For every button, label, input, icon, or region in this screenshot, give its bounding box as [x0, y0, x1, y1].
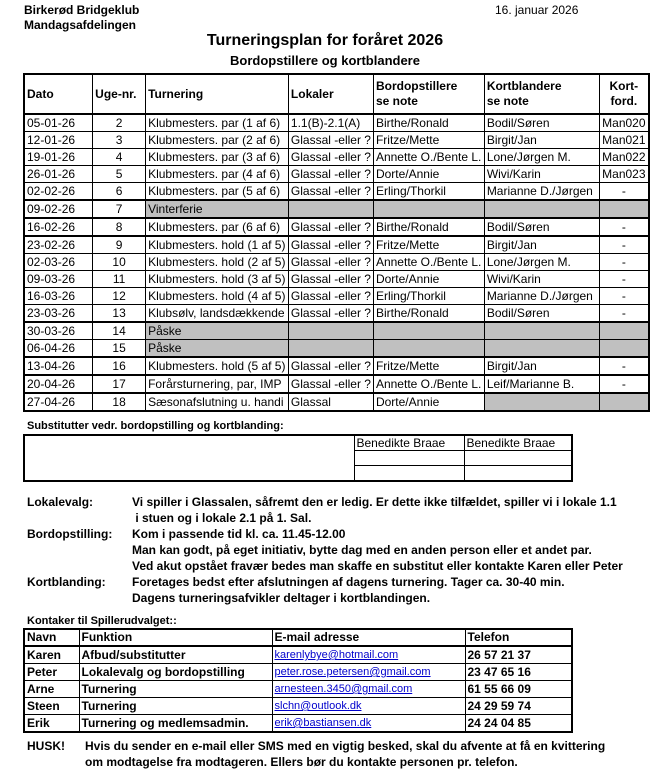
contact-phone: 24 29 59 74	[465, 698, 572, 715]
contact-name: Steen	[24, 698, 79, 715]
cell-turnering: Klubmesters. hold (3 af 5)	[146, 271, 289, 288]
cell-lokaler: 1.1(B)-2.1(A)	[288, 114, 373, 132]
cell-bordopstillere	[373, 322, 484, 340]
cell-bordopstillere: Dorte/Annie	[373, 271, 484, 288]
contact-row	[24, 681, 572, 698]
cell-kortford	[599, 200, 649, 218]
cell-turnering: Påske	[146, 340, 289, 358]
col-header-kortford: Kort- ford.	[599, 74, 649, 114]
contact-function: Afbud/substitutter	[79, 646, 272, 664]
email-link[interactable]: slchn@outlook.dk	[274, 700, 362, 712]
cell-lokaler: Glassal -eller ?	[288, 218, 373, 236]
schedule-row	[24, 393, 649, 411]
note-line: Man kan godt, på eget initiativ, bytte dag med en anden person eller et andet par.	[132, 543, 592, 557]
cell-bordopstillere	[373, 340, 484, 358]
cell-dato: 19-01-26	[24, 149, 93, 166]
contact-phone: 26 57 21 37	[465, 646, 572, 664]
cell-lokaler: Glassal -eller ?	[288, 254, 373, 271]
note-line: Vi spiller i Glassalen, såfremt den er ledig. Er dette ikke tilfældet, spiller vi i lokale 1.1	[132, 495, 617, 509]
contact-function: Turnering	[79, 698, 272, 715]
cell-dato: 09-02-26	[24, 200, 93, 218]
contact-name: Erik	[24, 715, 79, 733]
cell-kortford: Man023	[599, 166, 649, 183]
cell-kortford	[599, 393, 649, 411]
cell-kortford: Man020	[599, 114, 649, 132]
cell-kortford: -	[599, 305, 649, 323]
cell-kortblandere: Wivi/Karin	[484, 271, 599, 288]
col-header-funktion: Funktion	[79, 629, 272, 646]
contact-function: Turnering og medlemsadmin.	[79, 715, 272, 733]
cell-dato: 26-01-26	[24, 166, 93, 183]
cell-uge: 17	[93, 375, 146, 393]
cell-lokaler	[288, 200, 373, 218]
col-header-dato: Dato	[24, 74, 93, 114]
schedule-row	[24, 149, 649, 166]
department-name: Mandagsafdelingen	[24, 18, 137, 32]
note-1	[27, 494, 632, 526]
substitutes-heading: Substitutter vedr. bordopstilling og kortblanding:	[27, 420, 284, 432]
cell-kortblandere: Lone/Jørgen M.	[484, 149, 599, 166]
cell-kortblandere: Birgit/Jan	[484, 132, 599, 149]
cell-bordopstillere: Fritze/Mette	[373, 357, 484, 375]
contacts-heading: Kontaker til Spillerudvalget::	[27, 615, 177, 627]
cell-kortford: -	[599, 236, 649, 254]
contact-email	[272, 715, 465, 733]
cell-bordopstillere: Annette O./Bente L.	[373, 254, 484, 271]
cell-kortford: -	[599, 288, 649, 305]
cell-uge: 2	[93, 114, 146, 132]
col-header-uge: Uge-nr.	[93, 74, 146, 114]
cell-bordopstillere	[373, 200, 484, 218]
cell-turnering: Klubmesters. hold (1 af 5)	[146, 236, 289, 254]
email-link[interactable]: karenlybye@hotmail.com	[274, 649, 399, 661]
note-3	[27, 574, 632, 606]
schedule-row	[24, 288, 649, 305]
cell-bordopstillere: Fritze/Mette	[373, 236, 484, 254]
cell-lokaler: Glassal -eller ?	[288, 236, 373, 254]
cell-uge: 13	[93, 305, 146, 323]
cell-dato: 23-02-26	[24, 236, 93, 254]
cell-uge: 10	[93, 254, 146, 271]
cell-lokaler	[288, 322, 373, 340]
contact-row	[24, 715, 572, 733]
cell-kortford	[599, 322, 649, 340]
substitutes-blank-cell	[24, 435, 354, 481]
cell-turnering: Klubmesters. hold (5 af 5)	[146, 357, 289, 375]
cell-turnering: Klubmesters. hold (4 af 5)	[146, 288, 289, 305]
contact-email	[272, 698, 465, 715]
cell-kortford: -	[599, 357, 649, 375]
cell-kortblandere: Marianne D./Jørgen	[484, 183, 599, 201]
contact-phone: 61 55 66 09	[465, 681, 572, 698]
contact-name: Karen	[24, 646, 79, 664]
substitute-cell	[354, 466, 464, 482]
schedule-header-row	[24, 74, 649, 114]
cell-dato: 02-02-26	[24, 183, 93, 201]
cell-kortford: -	[599, 254, 649, 271]
cell-bordopstillere: Dorte/Annie	[373, 393, 484, 411]
schedule-row	[24, 375, 649, 393]
cell-kortblandere: Lone/Jørgen M.	[484, 254, 599, 271]
cell-lokaler: Glassal -eller ?	[288, 357, 373, 375]
schedule-row	[24, 357, 649, 375]
col-header-bordopstillere: Bordopstillere se note	[373, 74, 484, 114]
schedule-row	[24, 271, 649, 288]
cell-uge: 15	[93, 340, 146, 358]
cell-turnering: Klubmesters. par (1 af 6)	[146, 114, 289, 132]
substitutes-row	[24, 435, 572, 451]
email-link[interactable]: peter.rose.petersen@gmail.com	[274, 666, 431, 678]
cell-lokaler: Glassal -eller ?	[288, 305, 373, 323]
cell-dato: 27-04-26	[24, 393, 93, 411]
cell-uge: 14	[93, 322, 146, 340]
cell-kortblandere: Bodil/Søren	[484, 305, 599, 323]
cell-uge: 9	[93, 236, 146, 254]
cell-bordopstillere: Birthe/Ronald	[373, 218, 484, 236]
note-line: Foretages bedst efter afslutningen af dagens turnering. Tager ca. 30-40 min.	[132, 575, 565, 589]
cell-lokaler: Glassal -eller ?	[288, 271, 373, 288]
cell-lokaler: Glassal -eller ?	[288, 183, 373, 201]
note-text	[132, 574, 632, 606]
cell-kortblandere: Leif/Marianne B.	[484, 375, 599, 393]
cell-lokaler: Glassal -eller ?	[288, 166, 373, 183]
cell-uge: 11	[93, 271, 146, 288]
cell-kortblandere	[484, 340, 599, 358]
cell-uge: 12	[93, 288, 146, 305]
cell-turnering: Sæsonafslutning u. handi	[146, 393, 289, 411]
cell-turnering: Klubmesters. par (5 af 6)	[146, 183, 289, 201]
cell-kortblandere	[484, 393, 599, 411]
cell-uge: 7	[93, 200, 146, 218]
cell-kortblandere: Bodil/Søren	[484, 114, 599, 132]
schedule-row	[24, 132, 649, 149]
schedule-row	[24, 340, 649, 358]
cell-dato: 30-03-26	[24, 322, 93, 340]
cell-bordopstillere: Fritze/Mette	[373, 132, 484, 149]
contact-name: Arne	[24, 681, 79, 698]
cell-kortford: -	[599, 218, 649, 236]
cell-bordopstillere: Annette O./Bente L.	[373, 149, 484, 166]
schedule-row	[24, 305, 649, 323]
page-subtitle: Bordopstillere og kortblandere	[230, 53, 420, 68]
contact-phone: 23 47 65 16	[465, 664, 572, 681]
note-line: Dagens turneringsafvikler deltager i kortblandingen.	[132, 591, 431, 605]
contact-email	[272, 646, 465, 664]
cell-kortford	[599, 340, 649, 358]
cell-lokaler: Glassal -eller ?	[288, 288, 373, 305]
email-link[interactable]: erik@bastiansen.dk	[274, 717, 372, 729]
schedule-row	[24, 166, 649, 183]
substitute-cell: Benedikte Braae	[464, 435, 572, 451]
cell-dato: 23-03-26	[24, 305, 93, 323]
cell-lokaler: Glassal -eller ?	[288, 375, 373, 393]
substitute-cell	[464, 451, 572, 466]
col-header-turnering: Turnering	[146, 74, 289, 114]
substitute-cell: Benedikte Braae	[354, 435, 464, 451]
contact-email	[272, 664, 465, 681]
col-header-telefon: Telefon	[465, 629, 572, 646]
cell-kortblandere: Birgit/Jan	[484, 236, 599, 254]
cell-kortblandere: Wivi/Karin	[484, 166, 599, 183]
cell-kortford: Man021	[599, 132, 649, 149]
contacts-header-row	[24, 629, 572, 646]
cell-turnering: Klubmesters. par (2 af 6)	[146, 132, 289, 149]
cell-kortford: -	[599, 183, 649, 201]
page-title: Turneringsplan for foråret 2026	[206, 32, 444, 49]
note-label: Kortblanding:	[27, 575, 106, 589]
cell-dato: 02-03-26	[24, 254, 93, 271]
col-header-navn: Navn	[24, 629, 79, 646]
schedule-row	[24, 322, 649, 340]
substitutes-table	[23, 434, 573, 482]
cell-kortblandere: Marianne D./Jørgen	[484, 288, 599, 305]
cell-turnering: Forårsturnering, par, IMP	[146, 375, 289, 393]
cell-turnering: Klubmesters. par (3 af 6)	[146, 149, 289, 166]
club-header	[24, 3, 139, 33]
note-line: Kom i passende tid kl. ca. 11.45-12.00	[132, 527, 346, 541]
cell-lokaler: Glassal	[288, 393, 373, 411]
cell-dato: 05-01-26	[24, 114, 93, 132]
note-text	[132, 494, 632, 526]
contact-function: Lokalevalg og bordopstilling	[79, 664, 272, 681]
cell-uge: 8	[93, 218, 146, 236]
cell-dato: 09-03-26	[24, 271, 93, 288]
cell-turnering: Klubmesters. par (6 af 6)	[146, 218, 289, 236]
document-date: 16. januar 2026	[495, 3, 579, 17]
cell-bordopstillere: Dorte/Annie	[373, 166, 484, 183]
cell-uge: 5	[93, 166, 146, 183]
cell-bordopstillere: Birthe/Ronald	[373, 305, 484, 323]
cell-lokaler: Glassal -eller ?	[288, 149, 373, 166]
contacts-table	[23, 628, 573, 733]
cell-kortblandere: Birgit/Jan	[484, 357, 599, 375]
schedule-row	[24, 236, 649, 254]
cell-bordopstillere: Birthe/Ronald	[373, 114, 484, 132]
cell-turnering: Påske	[146, 322, 289, 340]
cell-bordopstillere: Annette O./Bente L.	[373, 375, 484, 393]
cell-uge: 6	[93, 183, 146, 201]
notes-section	[27, 494, 632, 606]
cell-kortblandere: Bodil/Søren	[484, 218, 599, 236]
schedule-row	[24, 114, 649, 132]
cell-bordopstillere: Erling/Thorkil	[373, 288, 484, 305]
contacts-body	[24, 646, 572, 732]
reminder	[27, 738, 645, 770]
cell-kortblandere	[484, 322, 599, 340]
cell-bordopstillere: Erling/Thorkil	[373, 183, 484, 201]
contact-email	[272, 681, 465, 698]
contact-row	[24, 664, 572, 681]
contact-function: Turnering	[79, 681, 272, 698]
col-header-email: E-mail adresse	[272, 629, 465, 646]
note-line: i stuen og i lokale 2.1 på 1. Sal.	[132, 511, 312, 525]
cell-dato: 13-04-26	[24, 357, 93, 375]
note-label: Bordopstilling:	[27, 527, 113, 541]
cell-uge: 16	[93, 357, 146, 375]
note-2	[27, 526, 632, 574]
cell-turnering: Klubsølv, landsdækkende	[146, 305, 289, 323]
schedule-row	[24, 200, 649, 218]
note-text	[132, 526, 632, 574]
schedule-table	[23, 73, 650, 412]
substitute-cell	[354, 451, 464, 466]
col-header-lokaler: Lokaler	[288, 74, 373, 114]
cell-turnering: Klubmesters. hold (2 af 5)	[146, 254, 289, 271]
schedule-row	[24, 183, 649, 201]
contact-phone: 24 24 04 85	[465, 715, 572, 733]
note-label: Lokalevalg:	[27, 495, 94, 509]
cell-kortford: Man022	[599, 149, 649, 166]
cell-kortblandere	[484, 200, 599, 218]
contact-row	[24, 646, 572, 664]
schedule-row	[24, 254, 649, 271]
schedule-row	[24, 218, 649, 236]
substitute-cell	[464, 466, 572, 482]
cell-uge: 18	[93, 393, 146, 411]
schedule-body	[24, 114, 649, 411]
cell-dato: 16-02-26	[24, 218, 93, 236]
contact-name: Peter	[24, 664, 79, 681]
reminder-text: Hvis du sender en e-mail eller SMS med en vigtig besked, skal du afvente at få en kvittering om modtagelse fra modtageren. Ellers bør du kontakte personen pr. telefon.	[85, 739, 606, 769]
club-name: Birkerød Bridgeklub	[24, 3, 140, 17]
cell-kortford: -	[599, 271, 649, 288]
cell-dato: 06-04-26	[24, 340, 93, 358]
cell-uge: 3	[93, 132, 146, 149]
cell-kortford: -	[599, 375, 649, 393]
reminder-label: HUSK!	[27, 739, 65, 753]
cell-lokaler: Glassal -eller ?	[288, 132, 373, 149]
cell-dato: 16-03-26	[24, 288, 93, 305]
note-line: Ved akut opstået fravær bedes man skaffe en substitut eller kontakte Karen eller Peter	[132, 559, 623, 573]
cell-lokaler	[288, 340, 373, 358]
email-link[interactable]: arnesteen.3450@gmail.com	[274, 683, 413, 695]
cell-turnering: Vinterferie	[146, 200, 289, 218]
col-header-kortblandere: Kortblandere se note	[484, 74, 599, 114]
cell-dato: 12-01-26	[24, 132, 93, 149]
contact-row	[24, 698, 572, 715]
cell-turnering: Klubmesters. par (4 af 6)	[146, 166, 289, 183]
cell-dato: 20-04-26	[24, 375, 93, 393]
cell-uge: 4	[93, 149, 146, 166]
